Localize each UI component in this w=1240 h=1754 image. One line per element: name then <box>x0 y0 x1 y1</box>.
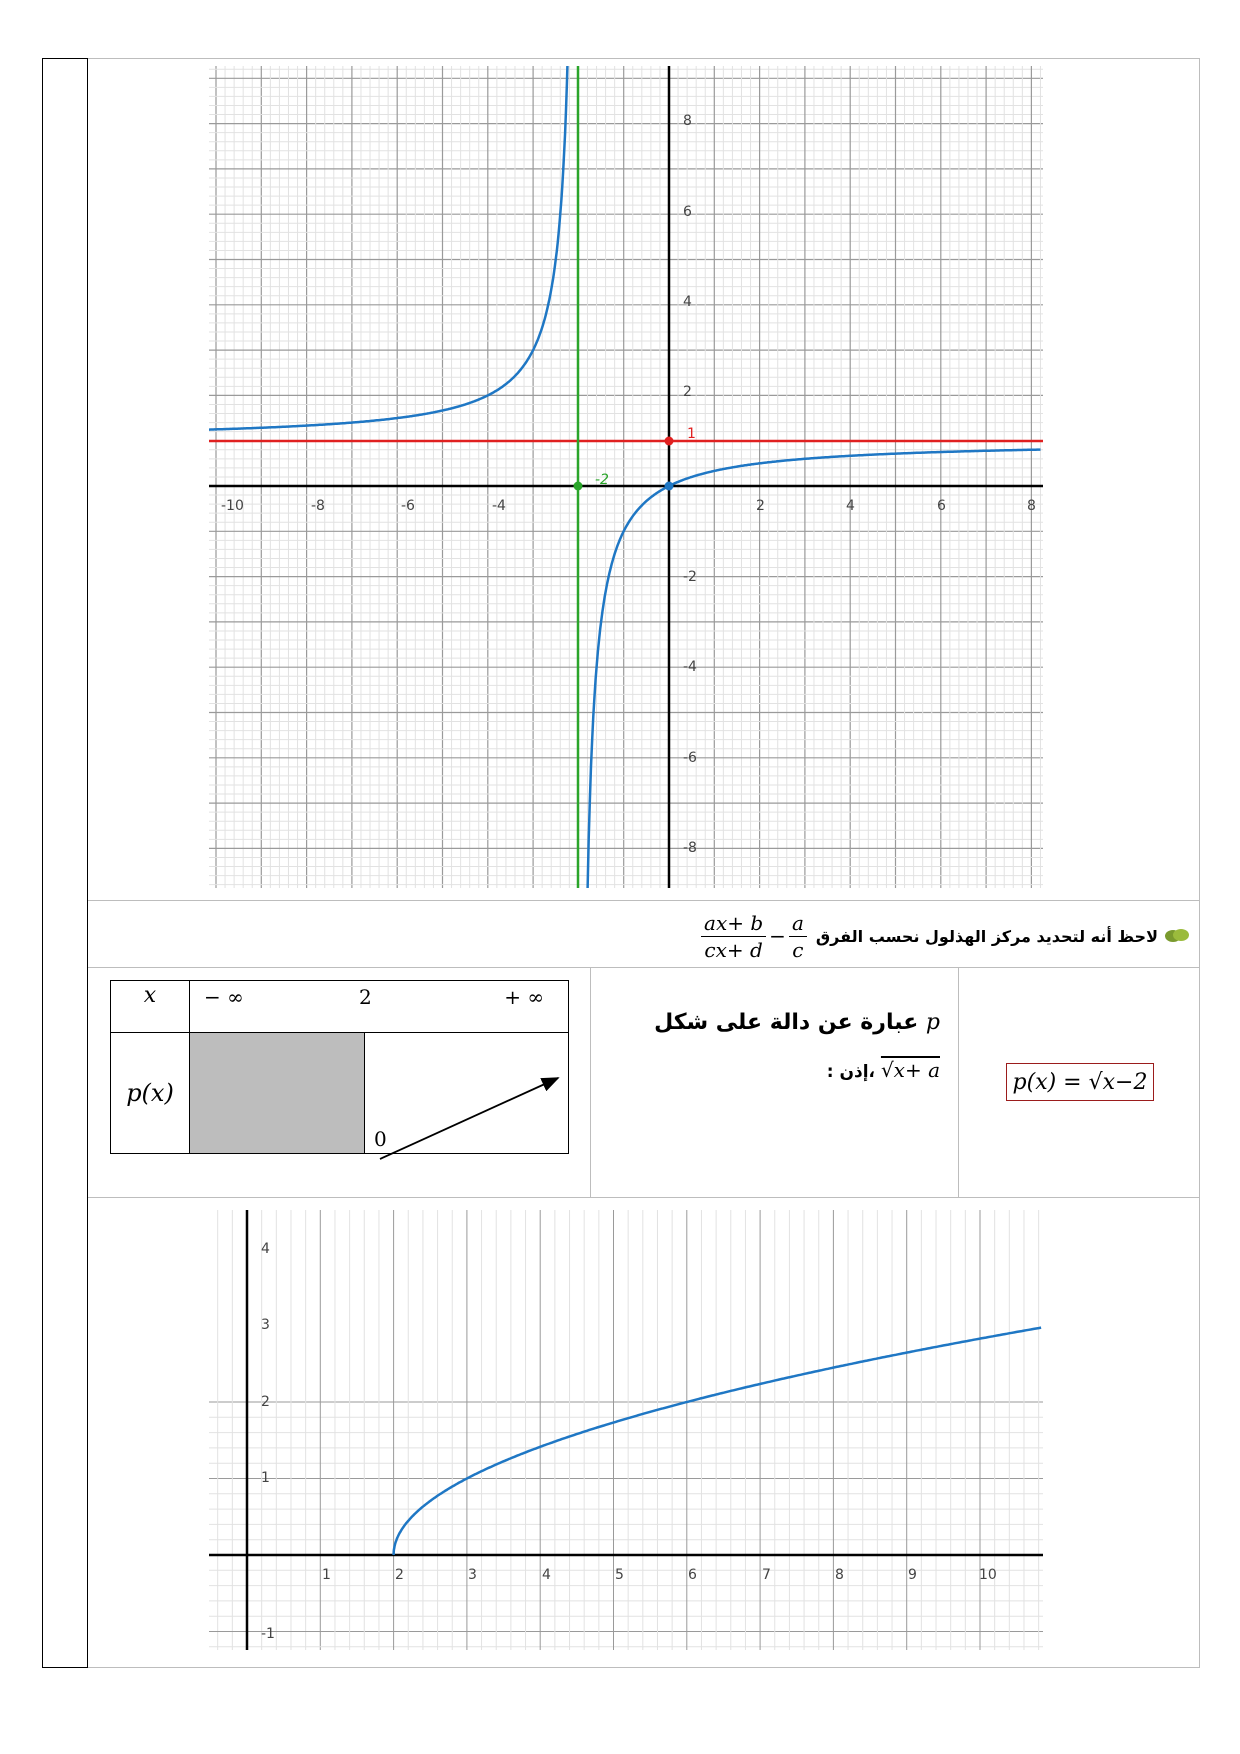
x-values-cell <box>190 981 569 1033</box>
x-tick-label: -8 <box>311 498 325 514</box>
x-tick-label: 8 <box>835 1567 844 1583</box>
sqrt-function-graph <box>209 1210 1043 1650</box>
row-divider <box>88 1197 1200 1198</box>
p-formula-box <box>1006 1063 1154 1101</box>
forbidden-zone <box>190 1033 365 1153</box>
statement-text: عبارة عن دالة على شكل <box>654 1010 919 1035</box>
y-tick-labels <box>261 1241 275 1642</box>
p-variable: p <box>925 1010 940 1035</box>
column-divider <box>590 967 591 1197</box>
row-divider <box>88 967 1200 968</box>
y-tick-label: -8 <box>683 840 697 856</box>
y-tick-label: 6 <box>683 204 692 220</box>
x-tick-label: 1 <box>322 1567 331 1583</box>
increasing-arrow-icon <box>376 1073 576 1163</box>
x-tick-label: 4 <box>846 498 855 514</box>
grid <box>209 1210 1043 1650</box>
domain-boundary-value: 2 <box>359 985 372 1009</box>
difference-formula <box>698 912 810 961</box>
y-tick-label: 8 <box>683 113 692 129</box>
x-tick-label: 9 <box>908 1567 917 1583</box>
sqrt-form-formula: √x+ a <box>880 1058 940 1082</box>
y-tick-label: -1 <box>261 1626 275 1642</box>
x-variable: x <box>143 983 157 1008</box>
origin-point <box>665 482 674 491</box>
note-text: لاحظ أنه لتحديد مركز الهذلول نحسب الفرق <box>815 926 1158 946</box>
px-values-cell <box>190 1033 569 1154</box>
y-tick-label: -4 <box>683 659 697 675</box>
conclusion-text: ،إذن : <box>826 1062 876 1082</box>
fraction-ax-b-over-cx-d <box>701 912 766 961</box>
y-tick-label: 2 <box>683 384 692 400</box>
fraction-numerator: ax+ b <box>701 912 766 937</box>
asymptote-y-point <box>665 437 674 446</box>
fraction-numerator: a <box>789 912 807 937</box>
column-divider <box>958 967 959 1197</box>
x-tick-label: 3 <box>468 1567 477 1583</box>
sqrt-curve <box>394 1328 1042 1555</box>
negative-infinity: − ∞ <box>204 985 244 1009</box>
hyperbola-graph <box>209 66 1043 888</box>
x-tick-label: 10 <box>979 1567 997 1583</box>
left-margin-column <box>42 58 88 1668</box>
min-value: 0 <box>374 1127 387 1151</box>
minus-sign: − <box>769 924 786 948</box>
y-tick-label: 2 <box>261 1394 270 1410</box>
x-tick-label: 8 <box>1027 498 1036 514</box>
fraction-denominator: c <box>792 937 804 962</box>
y-tick-label: 4 <box>683 294 692 310</box>
function-form-statement <box>600 1010 940 1035</box>
y-tick-label: 4 <box>261 1241 270 1257</box>
positive-infinity: + ∞ <box>504 985 544 1009</box>
x-tick-label: 2 <box>395 1567 404 1583</box>
y-tick-label: 1 <box>261 1470 270 1486</box>
x-tick-label: -4 <box>492 498 506 514</box>
x-tick-label: 2 <box>756 498 765 514</box>
grid <box>209 66 1043 888</box>
fraction-a-over-c <box>789 912 807 961</box>
x-tick-label: -6 <box>401 498 415 514</box>
y-tick-label: -2 <box>683 569 697 585</box>
y-tick-label: 3 <box>261 1317 270 1333</box>
y-tick-labels <box>683 113 697 856</box>
variation-table <box>110 980 569 1154</box>
hyperbola-center-note <box>698 910 1190 962</box>
row-divider <box>88 900 1200 901</box>
y-tick-label: -6 <box>683 750 697 766</box>
px-label-cell <box>111 1033 190 1154</box>
p-formula: p(x) = √x−2 <box>1012 1069 1148 1095</box>
x-tick-label: 6 <box>688 1567 697 1583</box>
x-header-cell <box>111 981 190 1033</box>
x-tick-label: 5 <box>615 1567 624 1583</box>
asymptote-x-point <box>574 482 583 491</box>
x-tick-label: 7 <box>762 1567 771 1583</box>
fraction-denominator: cx+ d <box>704 937 763 962</box>
x-tick-label: 4 <box>542 1567 551 1583</box>
horizontal-asymptote-label: 1 <box>687 426 696 442</box>
x-tick-label: 6 <box>937 498 946 514</box>
vertical-asymptote-label: -2 <box>595 472 609 488</box>
function-form-conclusion <box>600 1058 940 1082</box>
speech-bubble-icon <box>1164 928 1190 944</box>
px-label: p(x) <box>126 1079 174 1107</box>
x-tick-label: -10 <box>221 498 244 514</box>
